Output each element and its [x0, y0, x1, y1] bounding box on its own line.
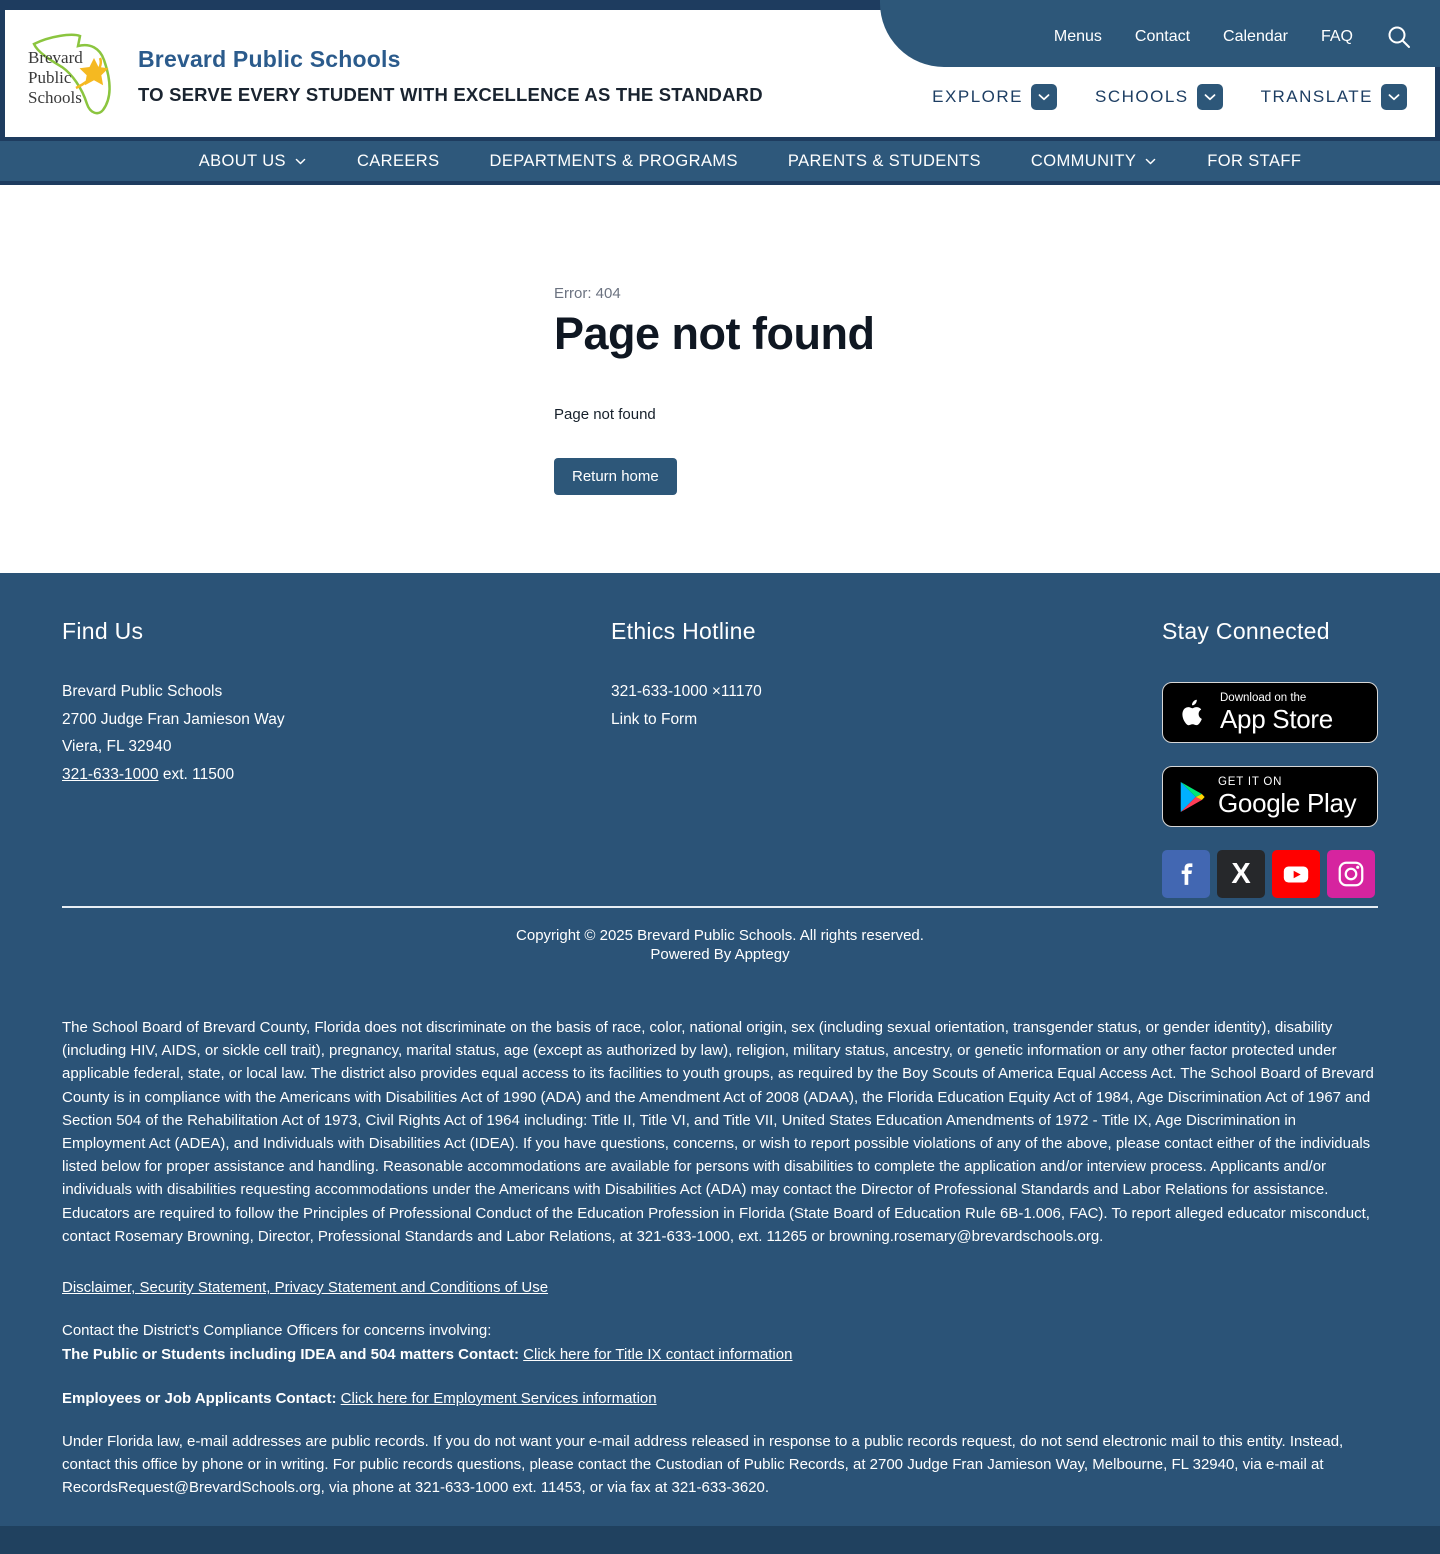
compliance-intro: Contact the District's Compliance Officers for concerns involving: — [62, 1322, 492, 1340]
translate-dropdown-label: TRANSLATE — [1260, 87, 1373, 106]
translate-dropdown[interactable] — [1261, 84, 1407, 110]
copyright-line2: Powered By Apptegy — [650, 946, 790, 963]
social-links — [1162, 850, 1378, 898]
explore-dropdown[interactable] — [932, 84, 1057, 110]
footer-phone-ext: ext. 11500 — [158, 765, 235, 783]
site-tagline: TO SERVE EVERY STUDENT WITH EXCELLENCE AS THE STANDARD — [138, 84, 763, 105]
nav-item-community[interactable] — [1031, 152, 1157, 171]
footer-ethics-hotline — [611, 618, 762, 733]
instagram-icon[interactable] — [1327, 850, 1375, 898]
employment-services-link[interactable]: Click here for Employment Services information — [340, 1389, 657, 1407]
main-nav — [0, 137, 1440, 185]
employees-contact-row — [62, 1387, 1378, 1410]
schools-dropdown-label: SCHOOLS — [1094, 87, 1189, 106]
site-title[interactable]: Brevard Public Schools — [138, 46, 401, 72]
footer-stay-connected — [1162, 618, 1378, 898]
employees-contact-label: Employees or Job Applicants Contact: — [62, 1389, 341, 1407]
app-store-badge-line2: App Store — [1220, 704, 1333, 734]
nav-item-label: ABOUT US — [198, 151, 286, 170]
ethics-hotline-heading: Ethics Hotline — [611, 618, 756, 644]
nav-item-label: PARENTS & STUDENTS — [787, 151, 981, 170]
google-play-icon — [1177, 780, 1207, 814]
error-code-label: Error: 404 — [554, 285, 621, 302]
youtube-icon[interactable] — [1272, 850, 1320, 898]
chevron-down-icon — [1031, 84, 1057, 110]
nav-item-label: CAREERS — [356, 151, 440, 170]
logo-text-line1: Brevard — [28, 48, 83, 67]
utility-nav — [880, 0, 1440, 67]
logo-text-line3: Schools — [28, 88, 82, 107]
ethics-phone: 321-633-1000 ×11170 — [611, 683, 762, 700]
google-play-badge-line2: Google Play — [1218, 788, 1357, 818]
google-play-badge[interactable] — [1162, 766, 1378, 827]
public-contact-label: The Public or Students including IDEA and 504 matters Contact: — [62, 1346, 524, 1364]
find-us-heading: Find Us — [62, 618, 144, 644]
footer-address-line1: 2700 Judge Fran Jamieson Way — [62, 710, 285, 728]
chevron-down-icon — [1144, 155, 1157, 168]
nav-item-label: DEPARTMENTS & PROGRAMS — [489, 151, 738, 170]
explore-dropdown-label: EXPLORE — [932, 87, 1023, 106]
chevron-down-icon — [294, 155, 307, 168]
nav-item-careers[interactable] — [357, 152, 440, 171]
app-store-badge-line1: Download on the — [1220, 692, 1307, 704]
footer-org-name: Brevard Public Schools — [62, 683, 223, 700]
app-store-badge[interactable] — [1162, 682, 1378, 743]
utility-link-faq[interactable]: FAQ — [1320, 27, 1353, 45]
footer — [0, 573, 1440, 1554]
x-twitter-icon[interactable]: X — [1217, 850, 1265, 898]
public-contact-row — [62, 1343, 1378, 1366]
brand[interactable] — [20, 18, 763, 116]
copyright-line1: Copyright © 2025 Brevard Public Schools. All rights reserved. — [516, 927, 924, 944]
chevron-down-icon — [1381, 84, 1407, 110]
footer-phone-link[interactable]: 321-633-1000 — [62, 765, 159, 783]
logo-text-line2: Public — [28, 68, 72, 87]
site-header — [0, 10, 1440, 137]
chevron-down-icon — [1197, 84, 1223, 110]
search-icon[interactable] — [1386, 24, 1412, 50]
nav-item-departments-programs[interactable] — [490, 152, 738, 171]
apple-icon — [1177, 695, 1209, 731]
error-body-text: Page not found — [554, 406, 656, 423]
nav-item-about-us[interactable] — [199, 152, 307, 171]
disclaimer-link[interactable]: Disclaimer, Security Statement, Privacy Statement and Conditions of Use — [62, 1279, 549, 1297]
district-logo — [20, 18, 120, 116]
nav-item-label: COMMUNITY — [1030, 151, 1137, 170]
utility-link-contact[interactable]: Contact — [1134, 27, 1191, 45]
nondiscrimination-statement: The School Board of Brevard County, Florida does not discriminate on the basis of race, color, national origin, sex (including sexual orientation, transgender status, or gender identity), disability (including HIV, AIDS, or sickle cell trait), pregnancy, marital status, age (except as authorized by law), religion, military status, ancestry, or genetic information or any other factor protected under applicable federal, state, or local law. The district also provides equal access to its facilities to youth groups, as required by the Boy Scouts of America Equal Access Act. The School Board of Brevard County is in compliance with the Americans with Disabilities Act of 1990 (ADA) and the Amendment Act of 2008 (ADAA), the Florida Education Equity Act of 1984, Age Discrimination Act of 1967 and Section 504 of the Rehabilitation Act of 1973, Civil Rights Act of 1964 including: Title II, Title VI, and Title VII, United States Education Amendments of 1972 - Title IX, Age Discrimination in Employment Act (ADEA), and Individuals with Disabilities Act (IDEA). If you have questions, concerns, or wish to report possible violations of any of the above, please contact either of the individuals listed below for proper assistance and handling. Reasonable accommodations are available for persons with disabilities to complete the application and/or interview process. Applicants and/or individuals with disabilities requesting accommodations under the Americans with Disabilities Act (ADA) may contact the Director of Professional Standards and Labor Relations for assistance. Educators are required to follow the Principles of Professional Conduct of the Education Profession in Florida (State Board of Education Rule 6B-1.006, FAC). To report alleged educator misconduct, contact Rosemary Browning, Director, Professional Standards and Labor Relations, at 321-633-1000, ext. 11265 or browning.rosemary@brevardschools.org. — [62, 1019, 1374, 1245]
stay-connected-heading: Stay Connected — [1162, 618, 1330, 644]
page-title: Page not found — [554, 308, 875, 359]
footer-divider — [62, 906, 1378, 908]
copyright — [0, 927, 1440, 964]
bottom-border-strip — [0, 1526, 1440, 1554]
footer-columns — [0, 618, 1440, 906]
return-home-button[interactable]: Return home — [554, 458, 677, 495]
footer-find-us — [62, 618, 285, 788]
nav-item-parents-students[interactable] — [788, 152, 981, 171]
ethics-form-link[interactable]: Link to Form — [611, 710, 698, 728]
footer-address-line2: Viera, FL 32940 — [62, 738, 172, 755]
utility-link-calendar[interactable]: Calendar — [1223, 27, 1288, 45]
nav-item-label: FOR STAFF — [1207, 151, 1302, 170]
header-dropdown-row — [932, 84, 1407, 110]
utility-link-menus[interactable]: Menus — [1053, 27, 1102, 45]
footer-phone-line — [62, 761, 285, 789]
google-play-badge-line1: GET IT ON — [1218, 776, 1283, 788]
public-records-statement: Under Florida law, e-mail addresses are public records. If you do not want your e-mail address released in response to a public records request, do not send electronic mail to this entity. Instead, contact this office by phone or in writing. For public records questions, please contact the Custodian of Public Records, at 2700 Judge Fran Jamieson Way, Melbourne, FL 32940, via e-mail at RecordsRequest@BrevardSchools.org, via phone at 321-633-1000 ext. 11453, or via fax at 321-633-3620. — [62, 1432, 1344, 1497]
title-ix-contact-link[interactable]: Click here for Title IX contact information — [523, 1346, 793, 1364]
error-404-section — [0, 185, 1440, 573]
schools-dropdown[interactable] — [1095, 84, 1223, 110]
facebook-icon[interactable] — [1162, 850, 1210, 898]
nav-item-for-staff[interactable] — [1207, 152, 1301, 171]
